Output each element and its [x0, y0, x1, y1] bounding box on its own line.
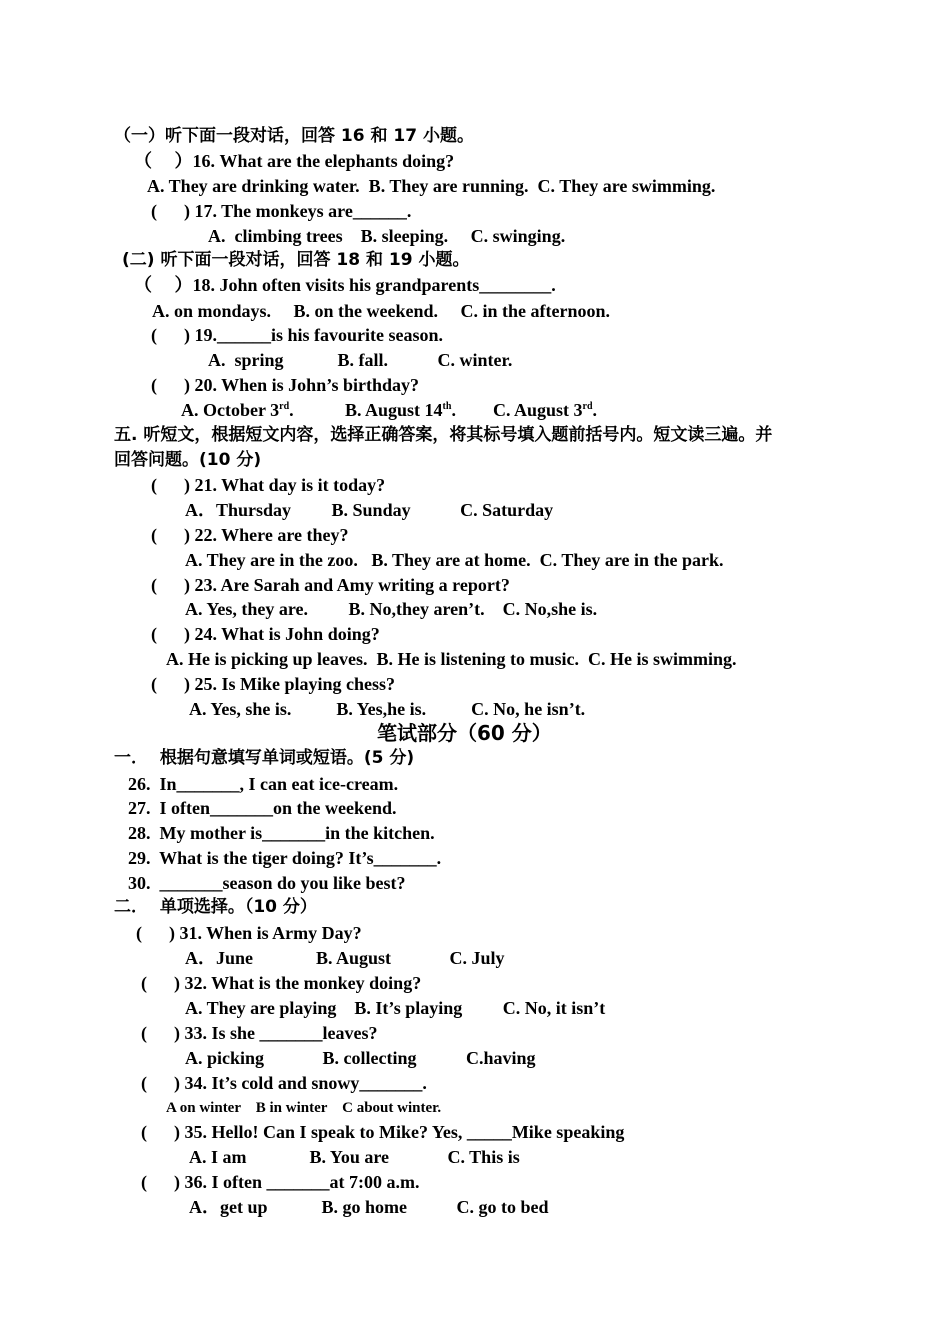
question-31: ( ) 31. When is Army Day? — [136, 923, 362, 943]
question-34-options: A on winter B in winter C about winter. — [166, 1100, 442, 1116]
question-19-options: A. spring B. fall. C. winter. — [208, 350, 513, 370]
question-28: 28. My mother is_______in the kitchen. — [128, 823, 435, 843]
option-c-dot: . — [592, 400, 598, 420]
question-19: ( ) 19.______is his favourite season. — [151, 325, 443, 345]
question-25: ( ) 25. Is Mike playing chess? — [151, 674, 396, 694]
question-20: ( ) 20. When is John’s birthday? — [151, 375, 420, 395]
question-26: 26. In_______, I can eat ice-cream. — [128, 774, 399, 794]
question-24-options: A. He is picking up leaves. B. He is listening to music. C. He is swimming. — [166, 649, 737, 669]
question-35-options: A. I am B. You are C. This is — [189, 1147, 520, 1167]
question-16: （ ）16. What are the elephants doing? — [134, 151, 455, 171]
passage-header-line2: 回答问题。(10 分) — [114, 450, 262, 470]
option-b-dot: . — [451, 400, 456, 420]
option-c-suffix: rd — [582, 401, 593, 412]
section-1-header: 一． 根据句意填写单词或短语。(5 分) — [114, 748, 415, 768]
question-32-options: A. They are playing B. It’s playing C. No, it isn’t — [185, 998, 606, 1018]
question-21-options: A．Thursday B. Sunday C. Saturday — [185, 500, 554, 520]
listening-part2-header: (二) 听下面一段对话，回答 18 和 19 小题。 — [122, 250, 470, 270]
question-18: （ ）18. John often visits his grandparents________. — [134, 275, 556, 295]
question-23: ( ) 23. Are Sarah and Amy writing a report? — [151, 575, 510, 595]
question-25-options: A. Yes, she is. B. Yes,he is. C. No, he isn’t. — [189, 699, 586, 719]
question-29: 29. What is the tiger doing? It’s_______. — [128, 848, 442, 868]
question-20-option-c — [493, 399, 597, 421]
question-36: ( ) 36. I often _______at 7:00 a.m. — [141, 1172, 420, 1192]
option-b-suffix: th — [442, 401, 452, 412]
option-a-dot: . — [289, 400, 294, 420]
option-c-text: C. August 3 — [493, 400, 583, 420]
question-23-options: A. Yes, they are. B. No,they aren’t. C. No,she is. — [185, 599, 598, 619]
question-20-option-b — [345, 399, 456, 421]
question-21: ( ) 21. What day is it today? — [151, 475, 386, 495]
question-18-options: A. on mondays. B. on the weekend. C. in the afternoon. — [152, 301, 611, 321]
question-20-option-a — [181, 399, 294, 421]
question-27: 27. I often_______on the weekend. — [128, 798, 397, 818]
question-33: ( ) 33. Is she _______leaves? — [141, 1023, 378, 1043]
question-31-options: A．June B. August C. July — [185, 948, 505, 968]
option-a-text: A. October 3 — [181, 400, 280, 420]
question-24: ( ) 24. What is John doing? — [151, 624, 380, 644]
question-30: 30. _______season do you like best? — [128, 873, 406, 893]
question-32: ( ) 32. What is the monkey doing? — [141, 973, 422, 993]
question-22-options: A. They are in the zoo. B. They are at home. C. They are in the park. — [185, 550, 724, 570]
option-a-suffix: rd — [279, 401, 290, 412]
question-35: ( ) 35. Hello! Can I speak to Mike? Yes, _____Mike speaking — [141, 1122, 625, 1142]
question-17-options: A. climbing trees B. sleeping. C. swinging. — [208, 226, 566, 246]
question-33-options: A. picking B. collecting C.having — [185, 1048, 536, 1068]
section-2-header: 二． 单项选择。（10 分） — [114, 897, 317, 917]
question-36-options: A．get up B. go home C. go to bed — [189, 1197, 549, 1217]
listening-part1-header: （一）听下面一段对话，回答 16 和 17 小题。 — [114, 126, 474, 146]
option-b-text: B. August 14 — [345, 400, 443, 420]
passage-header-line1: 五. 听短文，根据短文内容，选择正确答案，将其标号填入题前括号内。短文读三遍。并 — [114, 425, 773, 445]
question-22: ( ) 22. Where are they? — [151, 525, 349, 545]
question-17: ( ) 17. The monkeys are______. — [151, 201, 412, 221]
question-34: ( ) 34. It’s cold and snowy_______. — [141, 1073, 427, 1093]
written-section-title: 笔试部分（60 分） — [377, 721, 552, 745]
question-16-options: A. They are drinking water. B. They are running. C. They are swimming. — [147, 176, 716, 196]
